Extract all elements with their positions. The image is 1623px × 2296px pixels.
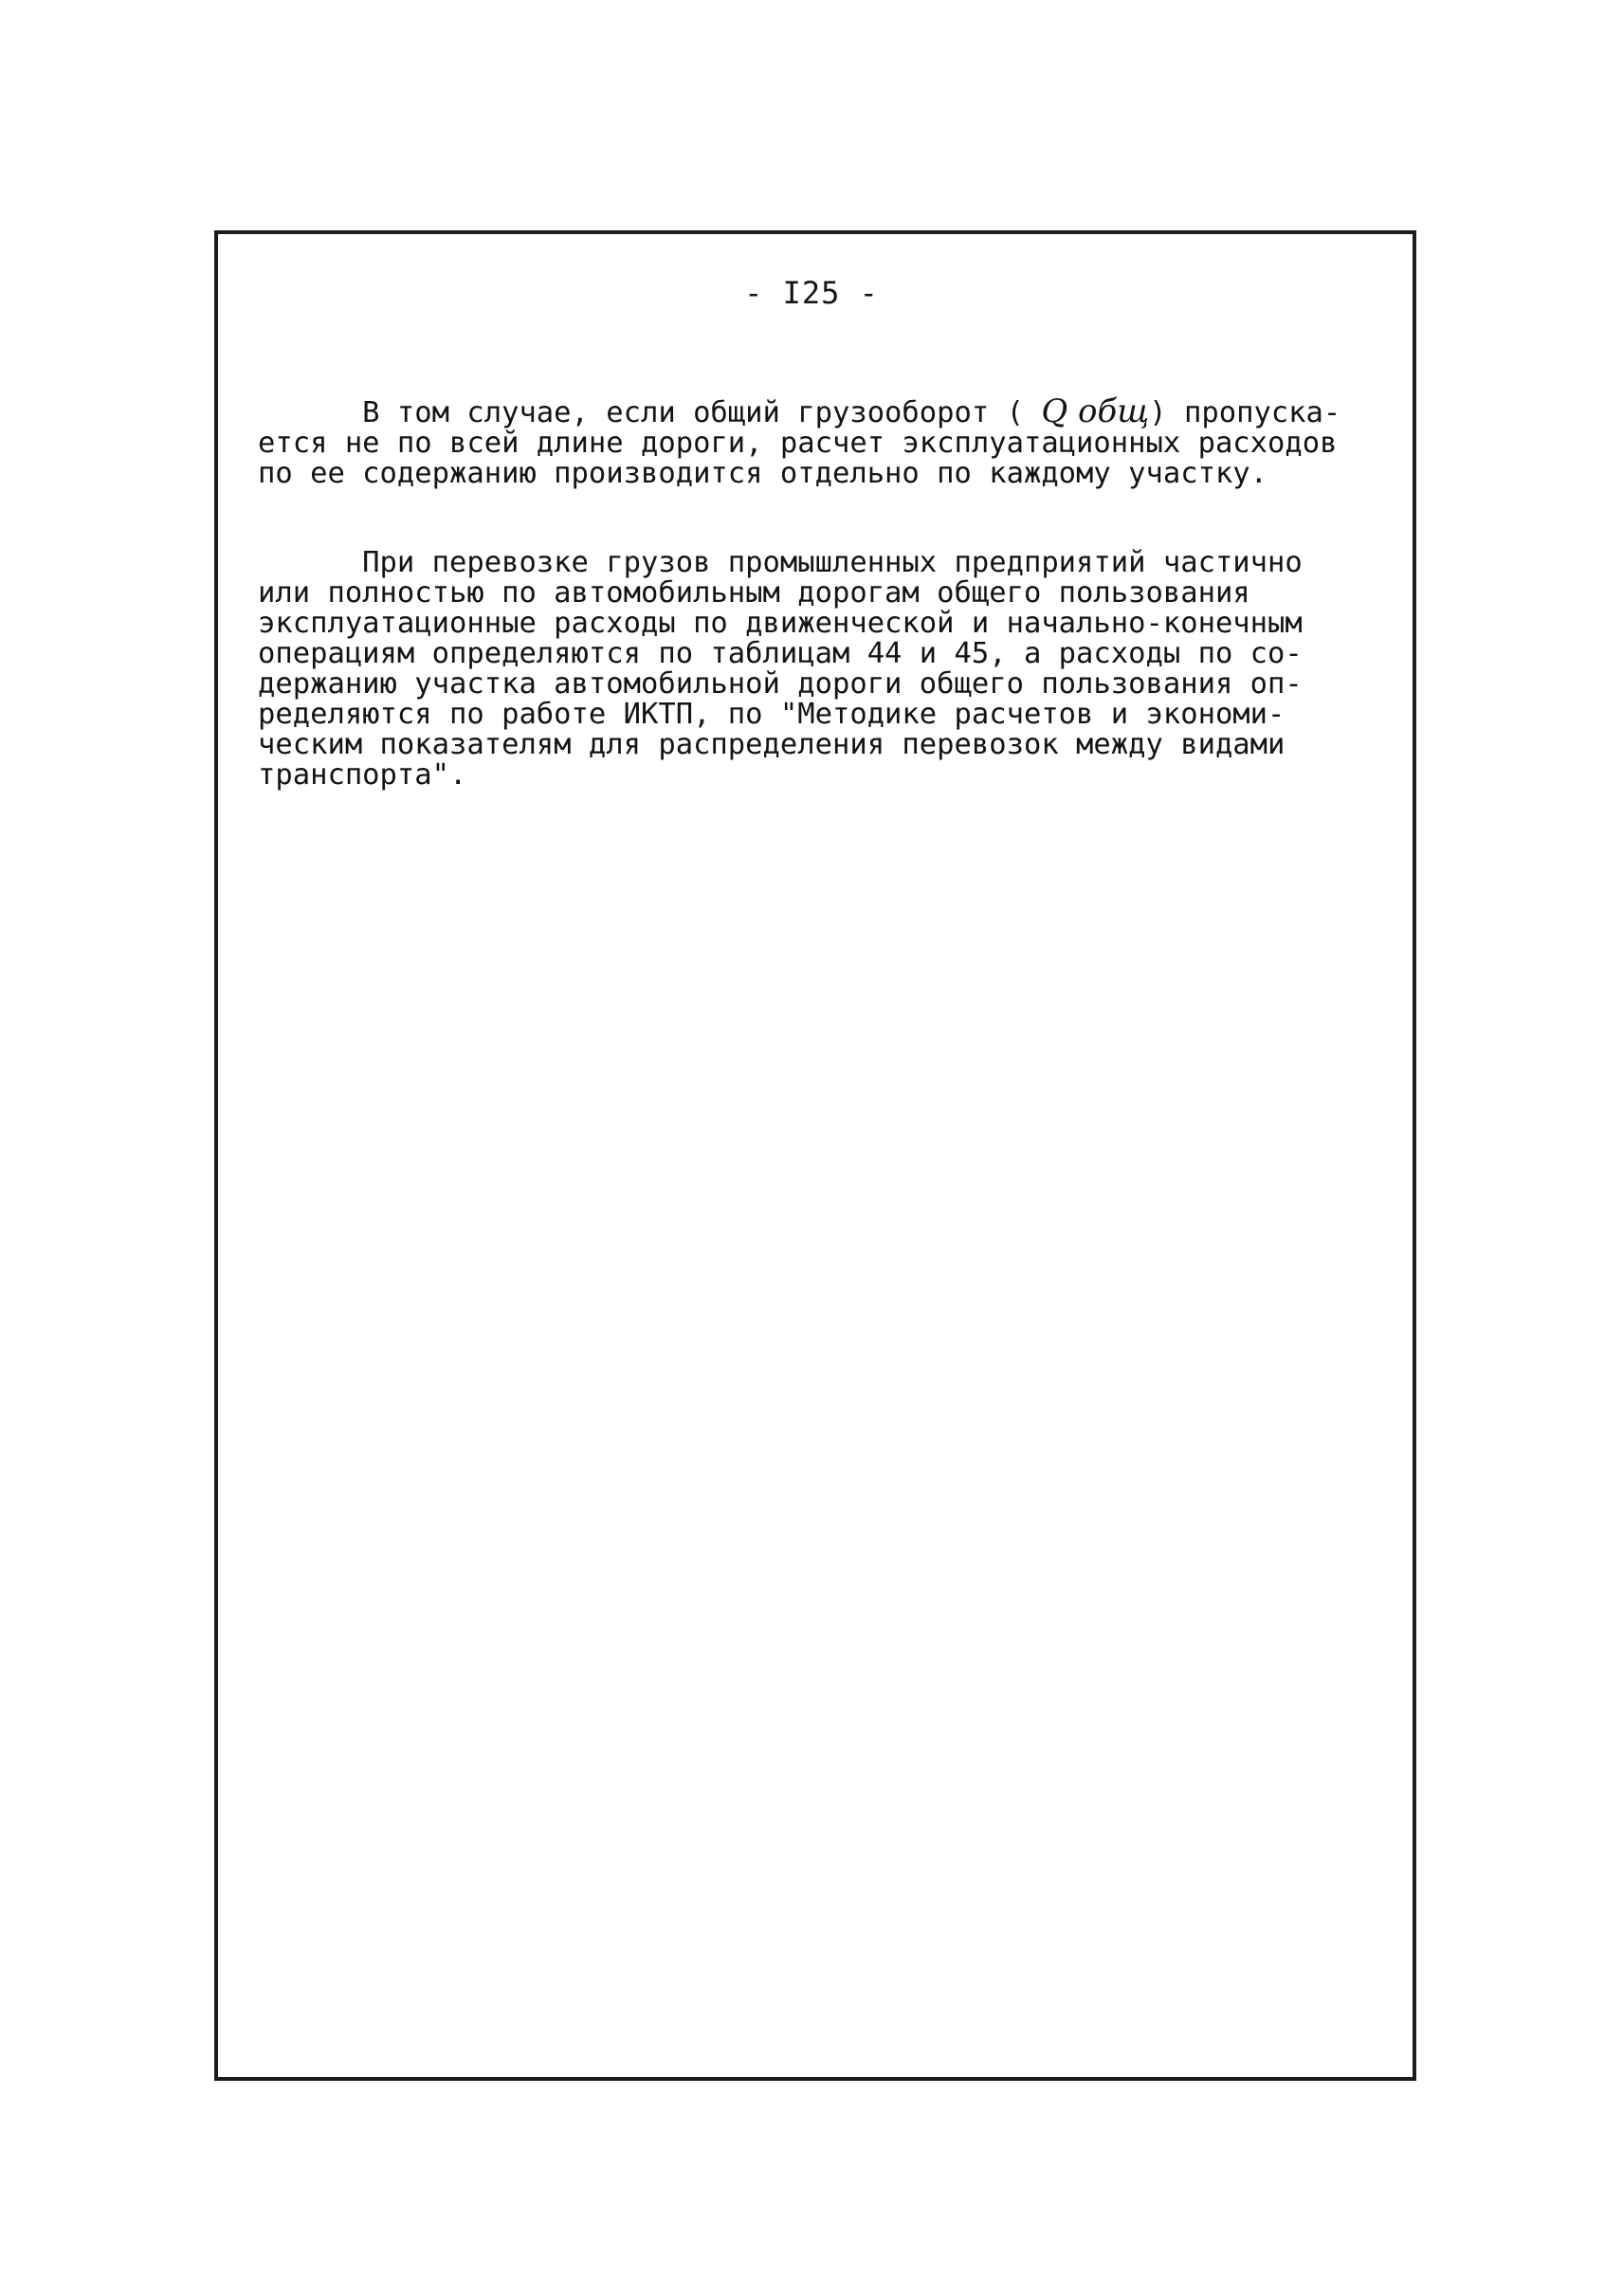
paragraph-industrial-transport (258, 548, 1395, 791)
paragraph-1-line-2: ется не по всей длине дороги, расчет эксплуатационных расходов (258, 427, 1338, 460)
paragraph-1-line-3: по ее содержанию производится отдельно по каждому участку. (258, 457, 1268, 490)
paragraph-2-line-1: При перевозке грузов промышленных предприятий частично (258, 546, 1303, 579)
paragraph-2-line-4: операциям определяются по таблицам 44 и 45, а расходы по со- (258, 637, 1303, 670)
paragraph-1-line-1-start: В том случае, если общий грузооборот ( (258, 396, 1042, 429)
paragraph-2-line-5: держанию участка автомобильной дороги общего пользования оп- (258, 667, 1303, 701)
paragraph-2-line-2: или полностью по автомобильным дорогам общего пользования (258, 576, 1250, 610)
paragraph-2-line-8: транспорта". (258, 758, 467, 792)
page-number: - I25 - (744, 275, 879, 311)
page-border (214, 230, 1416, 2081)
paragraph-2-line-7: ческим показателям для распределения перевозок между видами (258, 728, 1286, 761)
paragraph-2-line-6: ределяются по работе ИКТП, по "Методике расчетов и экономи- (258, 698, 1286, 731)
paragraph-cargo-turnover (258, 392, 1395, 490)
paragraph-2-line-3: эксплуатационные расходы по движенческой и начально-конечным (258, 607, 1303, 640)
paragraph-1-line-1-end: ) пропуска- (1149, 396, 1341, 429)
handwritten-formula: Q общ (1041, 392, 1150, 430)
